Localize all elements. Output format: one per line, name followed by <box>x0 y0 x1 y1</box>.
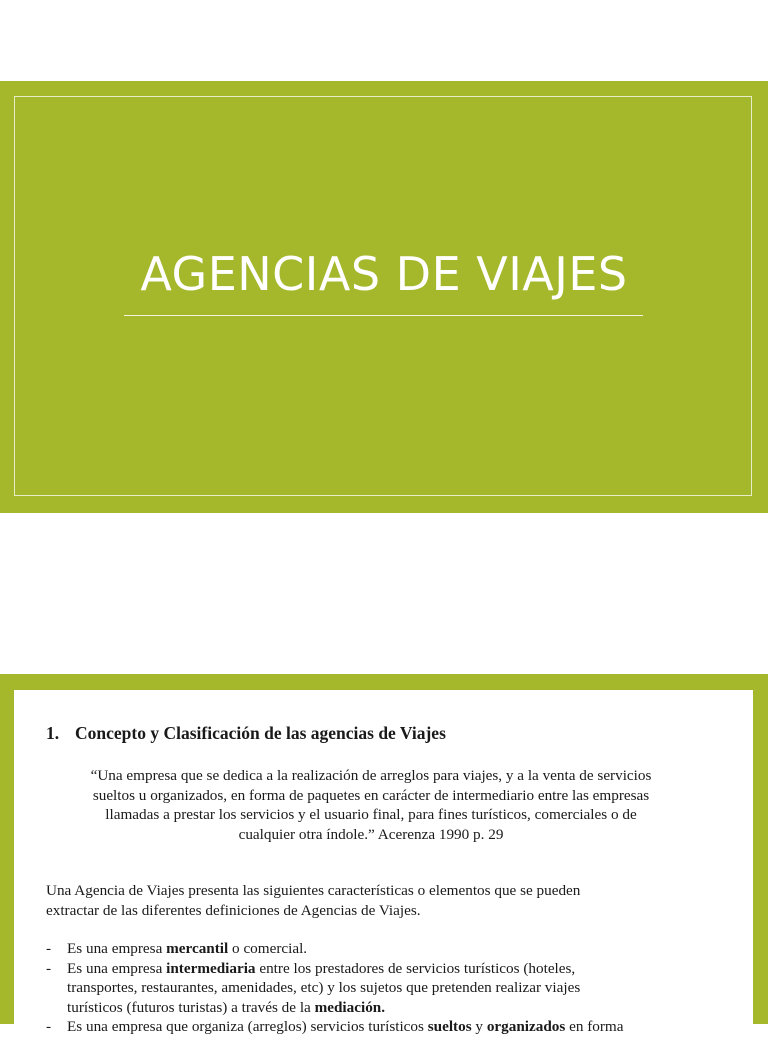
list-item <box>46 1017 706 1037</box>
list-item-line: transportes, restaurantes, amenidades, etc) y los sujetos que pretenden realizar viajes <box>67 979 581 996</box>
text-run: entre los prestadores de servicios turísticos (hoteles, <box>255 959 576 977</box>
bold-term: organizados <box>486 1018 566 1035</box>
text-run: Es una empresa que organiza (arreglos) servicios turísticos <box>67 1018 428 1035</box>
text-run: Es una empresa <box>67 940 167 957</box>
title-underline <box>124 315 643 316</box>
document-page <box>14 690 753 1035</box>
bullet-dash: - <box>46 1018 52 1035</box>
quote-line: cualquier otra índole.” Acerenza 1990 p. 29 <box>238 825 504 843</box>
bullet-dash: - <box>46 940 52 957</box>
bold-term: mediación. <box>314 998 386 1016</box>
bullet-dash: - <box>46 959 52 977</box>
text-run: o comercial. <box>228 940 308 957</box>
section-number: 1. <box>46 723 60 743</box>
text-run: y <box>471 1018 487 1035</box>
title-slide <box>0 81 768 513</box>
bold-term: mercantil <box>166 940 229 957</box>
list-item-line <box>67 939 706 959</box>
text-run: turísticos (futuros turistas) a través de la <box>67 998 315 1016</box>
intro-line: extractar de las diferentes definiciones de Agencias de Viajes. <box>46 901 421 919</box>
list-item <box>46 959 706 1018</box>
section-heading <box>46 723 696 744</box>
list-item-line <box>67 959 706 979</box>
section-heading-text: Concepto y Clasificación de las agencias de Viajes <box>75 723 446 743</box>
list-item-line <box>67 1017 706 1037</box>
bold-term: intermediaria <box>166 959 256 977</box>
characteristics-list <box>46 939 706 1037</box>
quote-line: llamadas a prestar los servicios y el usuario final, para fines turísticos, comerciales o de <box>105 806 637 823</box>
content-slide <box>0 674 768 1035</box>
quote-line: sueltos u organizados, en forma de paquetes en carácter de intermediario entre las empresas <box>92 786 650 804</box>
list-item <box>46 939 706 959</box>
text-run: en forma <box>565 1018 624 1035</box>
intro-paragraph <box>46 881 696 920</box>
text-run: Es una empresa <box>67 959 167 977</box>
slide-title: AGENCIAS DE VIAJES <box>140 247 628 301</box>
intro-line: Una Agencia de Viajes presenta las siguientes características o elementos que se pueden <box>46 882 581 899</box>
list-item-line <box>67 998 706 1018</box>
definition-quote <box>46 766 696 844</box>
quote-line: “Una empresa que se dedica a la realización de arreglos para viajes, y a la venta de servicios <box>90 767 652 784</box>
bold-term: sueltos <box>427 1018 472 1035</box>
